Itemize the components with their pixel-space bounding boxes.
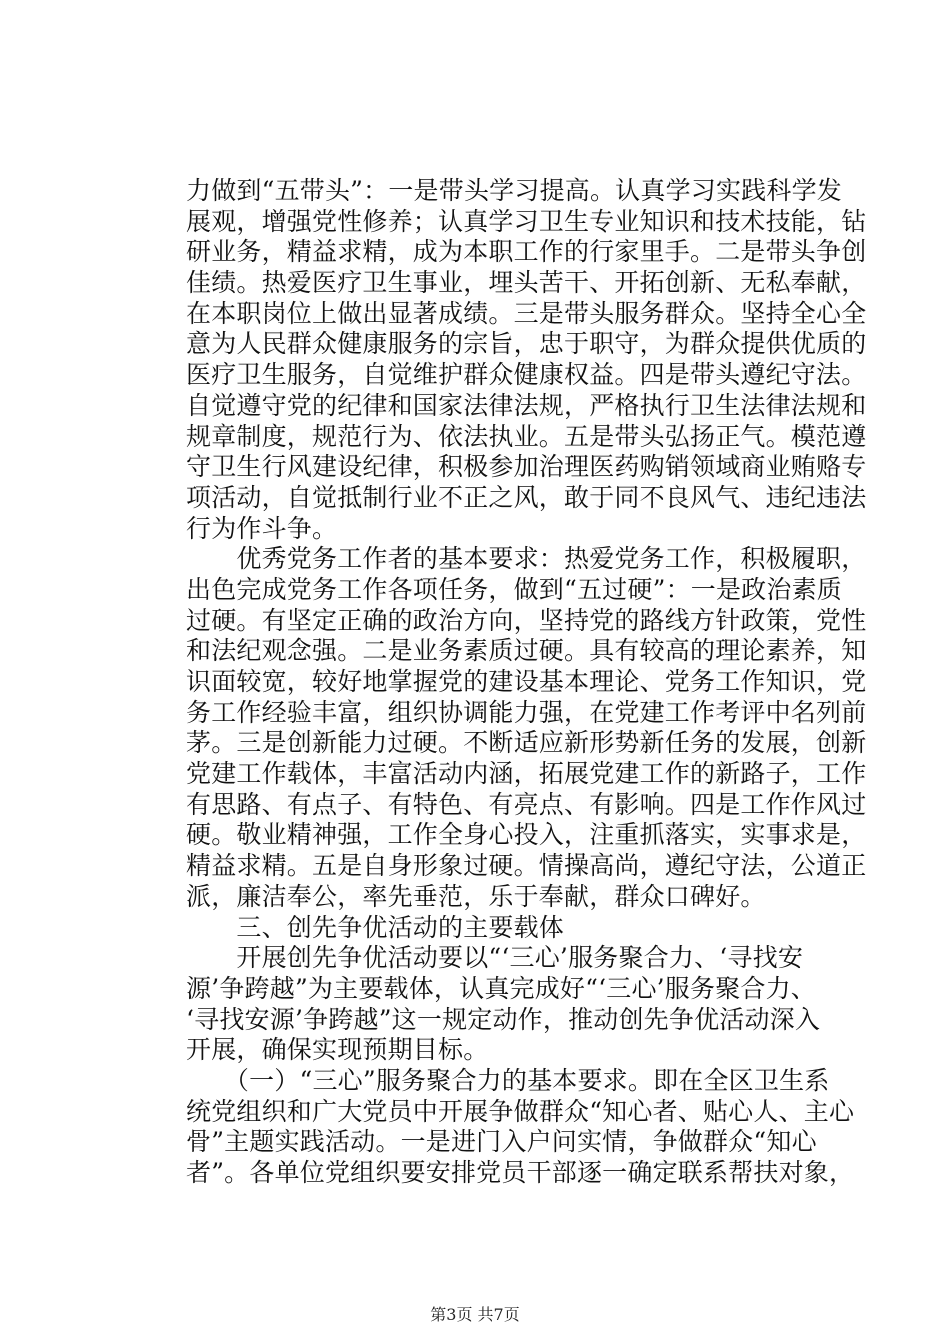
body-line: ‘寻找安源’争跨越”这一规定动作，推动创先争优活动深入 — [186, 1004, 821, 1034]
document-body — [186, 176, 867, 1189]
body-line: 源’争跨越”为主要载体，认真完成好“‘三心’服务聚合力、 — [186, 973, 817, 1003]
body-line: 展观，增强党性修养；认真学习卫生专业知识和技术技能，钻 — [186, 206, 867, 236]
page-footer — [0, 1302, 950, 1325]
body-line: 守卫生行风建设纪律，积极参加治理医药购销领域商业贿赂专 — [186, 452, 867, 482]
body-line: 研业务，精益求精，成为本职工作的行家里手。二是带头争创 — [186, 237, 867, 267]
body-line: 出色完成党务工作各项任务，做到“五过硬”：一是政治素质 — [186, 574, 842, 604]
body-line: 行为作斗争。 — [186, 513, 338, 543]
body-line: 佳绩。热爱医疗卫生事业，埋头苦干、开拓创新、无私奉献， — [186, 268, 867, 298]
body-line: 优秀党务工作者的基本要求：热爱党务工作，积极履职， — [186, 544, 867, 574]
body-line: 和法纪观念强。二是业务素质过硬。具有较高的理论素养，知 — [186, 636, 867, 666]
body-line: 精益求精。五是自身形象过硬。情操高尚，遵纪守法，公道正 — [186, 851, 867, 881]
body-line: 开展创先争优活动要以“‘三心’服务聚合力、‘寻找安 — [186, 943, 804, 973]
body-line: 者”。各单位党组织要安排党员干部逐一确定联系帮扶对象， — [186, 1158, 855, 1187]
section-heading: 三、创先争优活动的主要载体 — [186, 912, 565, 942]
body-line: 茅。三是创新能力过硬。不断适应新形势新任务的发展，创新 — [186, 728, 867, 758]
body-line: 党建工作载体，丰富活动内涵，拓展党建工作的新路子，工作 — [186, 759, 867, 789]
body-line: 过硬。有坚定正确的政治方向，坚持党的路线方针政策，党性 — [186, 605, 867, 635]
body-line: 医疗卫生服务，自觉维护群众健康权益。四是带头遵纪守法。 — [186, 360, 867, 390]
body-line: 意为人民群众健康服务的宗旨，忠于职守，为群众提供优质的 — [186, 329, 867, 359]
page-number-label: 第3页 共7页 — [430, 1305, 520, 1324]
body-line: 硬。敬业精神强，工作全身心投入，注重抓落实，实事求是， — [186, 820, 867, 850]
body-line: 统党组织和广大党员中开展争做群众“知心者、贴心人、主心 — [186, 1096, 855, 1126]
body-line: 开展，确保实现预期目标。 — [186, 1035, 489, 1065]
body-line: 自觉遵守党的纪律和国家法律法规，严格执行卫生法律法规和 — [186, 390, 867, 420]
body-line: 派，廉洁奉公，率先垂范，乐于奉献，群众口碑好。 — [186, 881, 766, 911]
body-line: 项活动，自觉抵制行业不正之风，敢于同不良风气、违纪违法 — [186, 482, 867, 512]
body-line: 骨”主题实践活动。一是进门入户问实情，争做群众“知心 — [186, 1127, 817, 1157]
body-line: 规章制度，规范行为、依法执业。五是带头弘扬正气。模范遵 — [186, 421, 867, 451]
body-line: 有思路、有点子、有特色、有亮点、有影响。四是工作作风过 — [186, 789, 867, 819]
body-line: 识面较宽，较好地掌握党的建设基本理论、党务工作知识，党 — [186, 667, 867, 696]
body-line: 务工作经验丰富，组织协调能力强，在党建工作考评中名列前 — [186, 697, 867, 727]
body-line: 在本职岗位上做出显著成绩。三是带头服务群众。坚持全心全 — [186, 298, 867, 328]
body-line: 力做到“五带头”：一是带头学习提高。认真学习实践科学发 — [186, 176, 842, 205]
body-line: （一）“三心”服务聚合力的基本要求。即在全区卫生系 — [186, 1065, 830, 1095]
